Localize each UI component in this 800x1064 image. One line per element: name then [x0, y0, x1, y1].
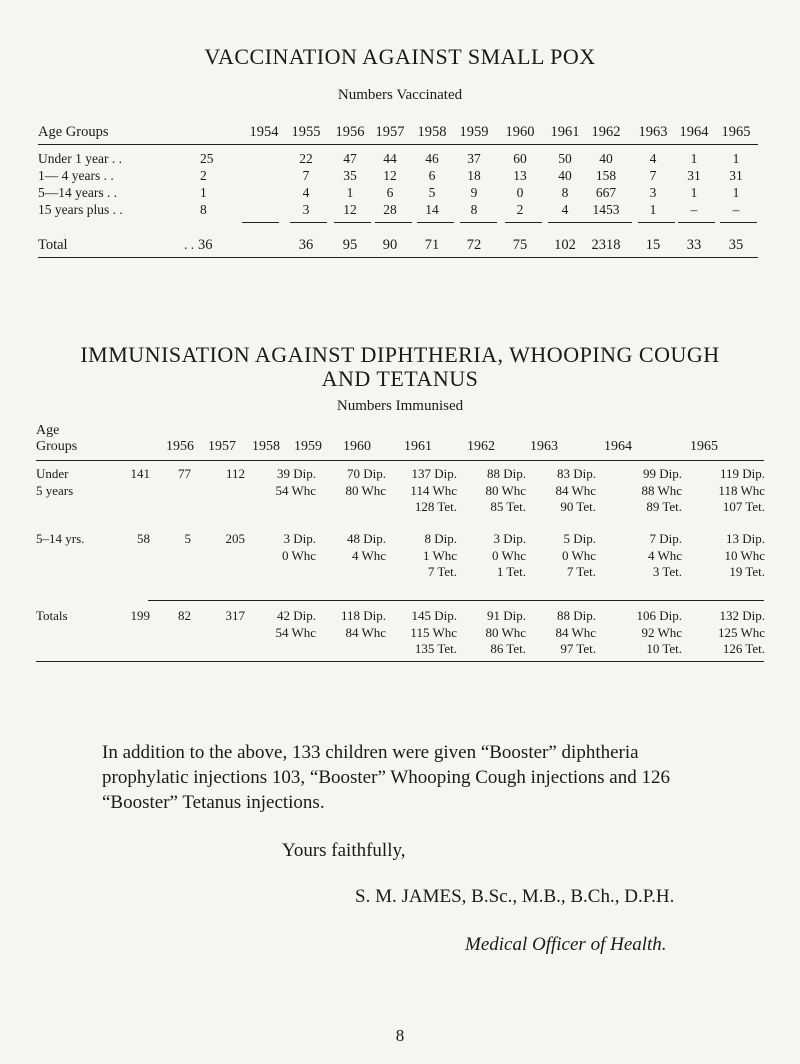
immunisation-cell: 39 Dip. — [277, 466, 316, 481]
smallpox-cell: 40 — [558, 168, 572, 183]
smallpox-cell: 47 — [343, 151, 357, 166]
immunisation-cell: 70 Dip. — [347, 466, 386, 481]
smallpox-row-label: 1— 4 years . . — [38, 168, 114, 183]
immunisation-cell: 86 Tet. — [490, 641, 526, 656]
smallpox-cell: 1 — [732, 151, 740, 166]
immunisation-cell: 77 — [178, 466, 191, 481]
smallpox-sum-rule — [505, 222, 542, 223]
immunisation-header-groups: Groups — [36, 439, 78, 454]
smallpox-cell: 12 — [383, 168, 397, 183]
smallpox-sum-rule — [290, 222, 327, 223]
immunisation-cell: 0 Whc — [561, 547, 596, 563]
smallpox-year-header: 1964 — [679, 124, 709, 140]
smallpox-row-label: Under 1 year . . — [38, 151, 122, 166]
immunisation-title-line2: AND TETANUS — [321, 366, 479, 391]
immunisation-cell: 0 Whc — [281, 547, 316, 563]
immunisation-cell: 135 Tet. — [414, 641, 457, 656]
immunisation-year-header: 1962 — [467, 439, 495, 454]
smallpox-cell: 1453 — [592, 202, 620, 217]
smallpox-cell: 28 — [383, 202, 397, 217]
smallpox-cell: – — [732, 202, 740, 217]
smallpox-header-rule — [38, 144, 758, 145]
smallpox-total-cell: 36 — [198, 237, 213, 253]
smallpox-cell: 7 — [649, 168, 657, 183]
smallpox-year-header: 1958 — [417, 124, 447, 140]
immunisation-cell: 126 Tet. — [722, 641, 765, 656]
booster-paragraph: In addition to the above, 133 children were given “Booster” diphtheria prophylatic injections 103, “Booster” Whooping Cough injections and 126 “Booster” Tetanus injections. — [102, 742, 670, 813]
smallpox-year-header: 1959 — [459, 124, 489, 140]
smallpox-year-header: 1961 — [550, 124, 580, 140]
immunisation-cell: 0 Whc — [491, 547, 526, 563]
smallpox-year-header: 1960 — [505, 124, 535, 140]
smallpox-cell: 1 — [649, 202, 657, 217]
immunisation-cell: 7 Tet. — [427, 564, 457, 579]
immunisation-cell: 54 Whc — [275, 624, 316, 640]
smallpox-cell: 12 — [343, 202, 357, 217]
smallpox-year-header: 1962 — [591, 124, 621, 140]
immunisation-cell: 92 Whc — [641, 624, 682, 640]
smallpox-total-cell: 90 — [382, 237, 398, 253]
immunisation-cell: 205 — [225, 531, 245, 546]
immunisation-cell: 3 Tet. — [652, 564, 682, 579]
immunisation-cell: 84 Whc — [555, 482, 596, 498]
immunisation-cell: 85 Tet. — [490, 499, 526, 514]
smallpox-cell: 60 — [513, 151, 527, 166]
smallpox-year-header: 1963 — [638, 124, 668, 140]
immunisation-cell: 128 Tet. — [414, 499, 457, 514]
smallpox-total-label: Total — [38, 237, 68, 253]
immunisation-cell: 88 Dip. — [557, 608, 596, 623]
immunisation-year-header: 1960 — [343, 439, 371, 454]
smallpox-total-cell: 72 — [466, 237, 482, 253]
immunisation-cell: 145 Dip. — [411, 608, 457, 623]
smallpox-sum-rule — [242, 222, 279, 223]
smallpox-cell: 2 — [516, 202, 524, 217]
immunisation-cell: 115 Whc — [410, 624, 457, 640]
immunisation-cell: 83 Dip. — [557, 466, 596, 481]
immunisation-header-age: Age — [36, 423, 60, 438]
smallpox-cell: 31 — [687, 168, 701, 183]
smallpox-cell: 35 — [343, 168, 357, 183]
smallpox-total-dots: . . — [184, 237, 195, 252]
smallpox-sum-rule — [375, 222, 412, 223]
immunisation-cell: 80 Whc — [485, 624, 526, 640]
smallpox-cell: 8 — [200, 202, 207, 217]
immunisation-cell: 84 Whc — [345, 624, 386, 640]
immunisation-cell: 112 — [225, 466, 245, 481]
immunisation-cell: 1 Tet. — [496, 564, 526, 579]
immunisation-cell: 118 Whc — [718, 482, 765, 498]
immunisation-year-header: 1964 — [604, 439, 632, 454]
signatory-name: S. M. JAMES, B.Sc., M.B., B.Ch., D.P.H. — [355, 886, 675, 907]
smallpox-cell: 50 — [558, 151, 572, 166]
smallpox-row-label: 5—14 years . . — [38, 185, 118, 200]
immunisation-cell: 4 Whc — [351, 547, 386, 563]
smallpox-cell: 0 — [516, 185, 524, 200]
immunisation-cell: 3 Dip. — [493, 531, 526, 546]
smallpox-sum-rule — [548, 222, 632, 223]
immunisation-cell: 88 Whc — [641, 482, 682, 498]
smallpox-cell: 4 — [649, 151, 657, 166]
smallpox-total-cell: 2318 — [591, 237, 621, 253]
immunisation-cell: 137 Dip. — [411, 466, 457, 481]
immunisation-cell: 10 Tet. — [646, 641, 682, 656]
immunisation-bottom-rule — [36, 661, 764, 662]
immunisation-title-line1: IMMUNISATION AGAINST DIPHTHERIA, WHOOPING COUGH — [80, 342, 720, 367]
smallpox-year-header: 1957 — [375, 124, 405, 140]
smallpox-total-cell: 36 — [298, 237, 314, 253]
immunisation-cell: 114 Whc — [410, 482, 457, 498]
smallpox-cell: 7 — [302, 168, 310, 183]
immunisation-cell: 88 Dip. — [487, 466, 526, 481]
smallpox-cell: 13 — [513, 168, 527, 183]
immunisation-cell: 125 Whc — [717, 624, 765, 640]
immunisation-cell: 317 — [225, 608, 245, 623]
smallpox-cell: 3 — [649, 185, 657, 200]
immunisation-cell: 4 Whc — [647, 547, 682, 563]
immunisation-cell: 80 Whc — [345, 482, 386, 498]
immunisation-cell: 80 Whc — [485, 482, 526, 498]
immunisation-cell: 5 — [184, 531, 191, 546]
smallpox-sum-rule — [720, 222, 757, 223]
smallpox-cell: 2 — [200, 168, 207, 183]
smallpox-cell: 8 — [470, 202, 478, 217]
signatory-title: Medical Officer of Health. — [465, 934, 667, 955]
immunisation-cell: 91 Dip. — [487, 608, 526, 623]
smallpox-year-header: 1955 — [291, 124, 321, 140]
smallpox-cell: 44 — [383, 151, 397, 166]
immunisation-cell: 5 Dip. — [563, 531, 596, 546]
smallpox-title: VACCINATION AGAINST SMALL POX — [204, 44, 596, 69]
smallpox-total-cell: 15 — [645, 237, 661, 253]
immunisation-cell: 119 Dip. — [719, 466, 765, 481]
smallpox-cell: 1 — [732, 185, 740, 200]
smallpox-cell: 14 — [425, 202, 439, 217]
smallpox-sum-rule — [417, 222, 454, 223]
immunisation-cell: 7 Tet. — [566, 564, 596, 579]
smallpox-cell: – — [690, 202, 698, 217]
immunisation-cell: 8 Dip. — [424, 531, 457, 546]
immunisation-cell: 13 Dip. — [726, 531, 765, 546]
smallpox-cell: 667 — [595, 185, 617, 200]
immunisation-cell: 54 Whc — [275, 482, 316, 498]
immunisation-year-header: 1957 — [208, 439, 236, 454]
immunisation-cell: 1 Whc — [422, 547, 457, 563]
smallpox-cell: 6 — [386, 185, 394, 200]
smallpox-total-cell: 71 — [424, 237, 440, 253]
page-number: 8 — [395, 1026, 405, 1045]
immunisation-row-label: 5–14 yrs. — [36, 531, 85, 546]
smallpox-total-cell: 75 — [512, 237, 528, 253]
immunisation-cell: 58 — [137, 531, 150, 546]
smallpox-cell: 22 — [299, 151, 313, 166]
immunisation-totals-top-rule — [148, 600, 764, 601]
smallpox-total-cell: 33 — [686, 237, 702, 253]
smallpox-total-cell: 102 — [554, 237, 576, 253]
immunisation-year-header: 1956 — [166, 439, 194, 454]
closing-line: Yours faithfully, — [282, 840, 406, 861]
smallpox-sum-rule — [638, 222, 675, 223]
immunisation-cell: 199 — [130, 608, 150, 623]
smallpox-cell: 37 — [467, 151, 481, 166]
immunisation-year-header: 1965 — [690, 439, 718, 454]
smallpox-cell: 8 — [561, 185, 569, 200]
immunisation-header-rule — [36, 460, 764, 461]
smallpox-cell: 3 — [302, 202, 310, 217]
immunisation-cell: 84 Whc — [555, 624, 596, 640]
smallpox-year-header: 1965 — [721, 124, 751, 140]
smallpox-cell: 158 — [595, 168, 617, 183]
immunisation-cell: 107 Tet. — [722, 499, 765, 514]
smallpox-cell: 5 — [428, 185, 436, 200]
smallpox-cell: 1 — [690, 185, 698, 200]
smallpox-subtitle: Numbers Vaccinated — [337, 87, 463, 103]
smallpox-cell: 18 — [467, 168, 481, 183]
smallpox-total-cell: 35 — [728, 237, 744, 253]
smallpox-year-header: 1956 — [335, 124, 365, 140]
smallpox-year-header: 1954 — [249, 124, 279, 140]
immunisation-row-label-2: 5 years — [36, 482, 74, 498]
immunisation-year-header: 1958 — [252, 439, 280, 454]
immunisation-cell: 99 Dip. — [643, 466, 682, 481]
smallpox-cell: 9 — [470, 185, 478, 200]
smallpox-cell: 4 — [561, 202, 569, 217]
immunisation-cell: 42 Dip. — [277, 608, 316, 623]
immunisation-cell: 141 — [130, 466, 150, 481]
immunisation-cell: 10 Whc — [724, 547, 765, 563]
immunisation-cell: 90 Tet. — [560, 499, 596, 514]
smallpox-cell: 4 — [302, 185, 310, 200]
smallpox-row-label: 15 years plus . . — [38, 202, 123, 217]
smallpox-cell: 1 — [200, 185, 207, 200]
smallpox-header-age-groups: Age Groups — [38, 124, 109, 140]
immunisation-cell: 3 Dip. — [283, 531, 316, 546]
smallpox-sum-rule — [678, 222, 715, 223]
immunisation-row-label: Totals — [36, 608, 68, 623]
immunisation-cell: 118 Dip. — [340, 608, 386, 623]
immunisation-year-header: 1963 — [530, 439, 558, 454]
smallpox-cell: 1 — [690, 151, 698, 166]
immunisation-cell: 106 Dip. — [636, 608, 682, 623]
immunisation-cell: 82 — [178, 608, 191, 623]
immunisation-subtitle: Numbers Immunised — [336, 398, 464, 414]
immunisation-cell: 48 Dip. — [347, 531, 386, 546]
smallpox-cell: 40 — [599, 151, 613, 166]
smallpox-cell: 1 — [346, 185, 354, 200]
immunisation-cell: 19 Tet. — [729, 564, 765, 579]
smallpox-total-cell: 95 — [342, 237, 358, 253]
immunisation-cell: 97 Tet. — [560, 641, 596, 656]
immunisation-year-header: 1961 — [404, 439, 432, 454]
immunisation-cell: 89 Tet. — [646, 499, 682, 514]
immunisation-cell: 132 Dip. — [719, 608, 765, 623]
smallpox-bottom-rule — [38, 257, 758, 258]
immunisation-cell: 7 Dip. — [649, 531, 682, 546]
smallpox-cell: 25 — [200, 151, 214, 166]
smallpox-sum-rule — [460, 222, 497, 223]
smallpox-sum-rule — [334, 222, 371, 223]
smallpox-cell: 31 — [729, 168, 743, 183]
immunisation-year-header: 1959 — [294, 439, 322, 454]
immunisation-row-label: Under — [36, 466, 69, 481]
smallpox-cell: 46 — [425, 151, 439, 166]
smallpox-cell: 6 — [428, 168, 436, 183]
